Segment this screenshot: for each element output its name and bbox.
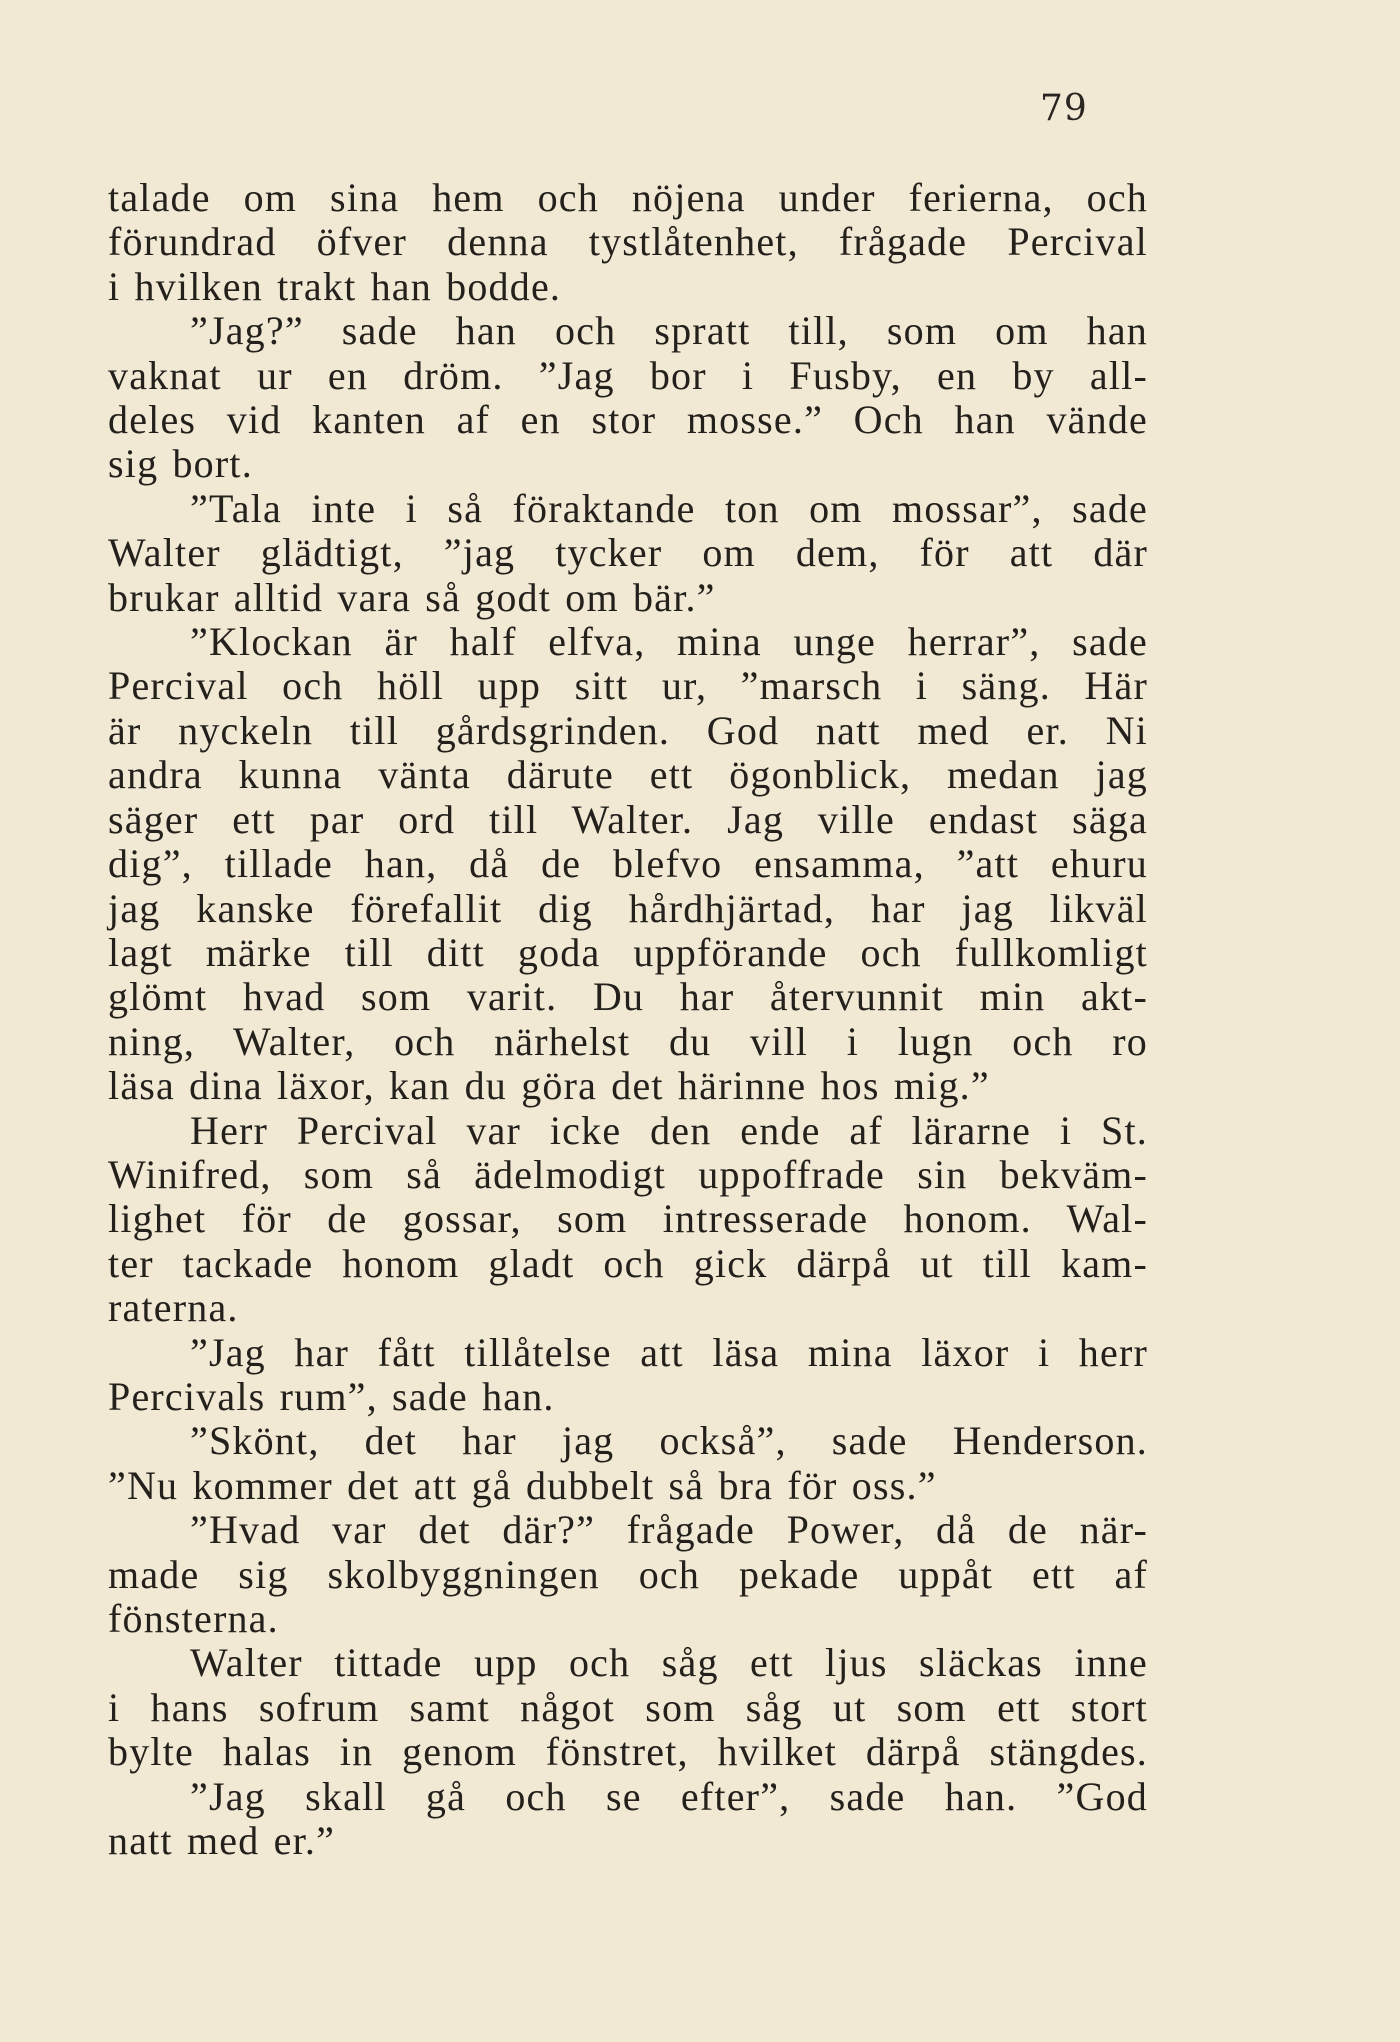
text-line: är nyckeln till gårdsgrinden. God natt med er. Ni (108, 707, 1148, 753)
text-line: lagt märke till ditt goda uppförande och fullkomligt (108, 929, 1148, 975)
text-line: ”Hvad var det där?” frågade Power, då de när- (190, 1507, 1148, 1553)
text-line: förundrad öfver denna tystlåtenhet, frågade Percival (108, 219, 1148, 265)
text-line: Walter glädtigt, ”jag tycker om dem, för att där (108, 530, 1148, 576)
body-text (108, 176, 1148, 1863)
text-line: ”Tala inte i så föraktande ton om mossar”, sade (190, 485, 1148, 531)
text-line: fönsterna. (108, 1596, 279, 1641)
text-line: ”Nu kommer det att gå dubbelt så bra för oss.” (108, 1462, 937, 1508)
text-line: andra kunna vänta därute ett ögonblick, medan jag (108, 752, 1148, 798)
text-line: sig bort. (108, 441, 253, 487)
text-line: Percival och höll upp sitt ur, ”marsch i säng. Här (108, 663, 1148, 709)
text-line: ning, Walter, och närhelst du vill i lugn och ro (108, 1018, 1148, 1064)
text-line: Herr Percival var icke den ende af lärarne i St. (190, 1107, 1148, 1153)
text-line: ”Jag?” sade han och spratt till, som om han (190, 308, 1148, 354)
text-line: Winifred, som så ädelmodigt uppoffrade sin bekväm- (108, 1151, 1148, 1197)
text-line: Walter tittade upp och såg ett ljus släckas inne (190, 1640, 1148, 1686)
text-line: ”Klockan är half elfva, mina unge herrar”, sade (190, 619, 1148, 665)
text-line: lighet för de gossar, som intresserade honom. Wal- (108, 1196, 1148, 1242)
text-line: glömt hvad som varit. Du har återvunnit min akt- (108, 974, 1148, 1020)
text-line: deles vid kanten af en stor mosse.” Och han vände (108, 397, 1148, 443)
text-line: ”Jag har fått tillåtelse att läsa mina läxor i herr (190, 1329, 1148, 1375)
text-line: läsa dina läxor, kan du göra det härinne hos mig.” (108, 1063, 990, 1109)
text-line: brukar alltid vara så godt om bär.” (108, 574, 716, 620)
text-line: i hvilken trakt han bodde. (108, 263, 562, 309)
text-line: raterna. (108, 1285, 239, 1331)
text-line: dig”, tillade han, då de blefvo ensamma, ”att ehuru (108, 841, 1148, 887)
text-line: natt med er.” (108, 1818, 336, 1864)
text-line: vaknat ur en dröm. ”Jag bor i Fusby, en by all- (108, 352, 1148, 398)
text-line: talade om sina hem och nöjena under ferierna, och (108, 175, 1148, 220)
text-line: säger ett par ord till Walter. Jag ville endast säga (108, 796, 1148, 842)
text-line: made sig skolbyggningen och pekade uppåt ett af (108, 1551, 1148, 1597)
text-line: bylte halas in genom fönstret, hvilket därpå stängdes. (108, 1729, 1148, 1775)
text-line: jag kanske förefallit dig hårdhjärtad, har jag likväl (108, 885, 1148, 931)
text-line: ”Jag skall gå och se efter”, sade han. ”God (190, 1773, 1148, 1819)
text-line: ter tackade honom gladt och gick därpå ut till kam- (108, 1240, 1148, 1286)
text-line: ”Skönt, det har jag också”, sade Henderson. (190, 1418, 1148, 1464)
text-line: i hans sofrum samt något som såg ut som ett stort (108, 1684, 1148, 1730)
text-line: Percivals rum”, sade han. (108, 1373, 555, 1419)
page-number: 79 (1040, 88, 1088, 129)
